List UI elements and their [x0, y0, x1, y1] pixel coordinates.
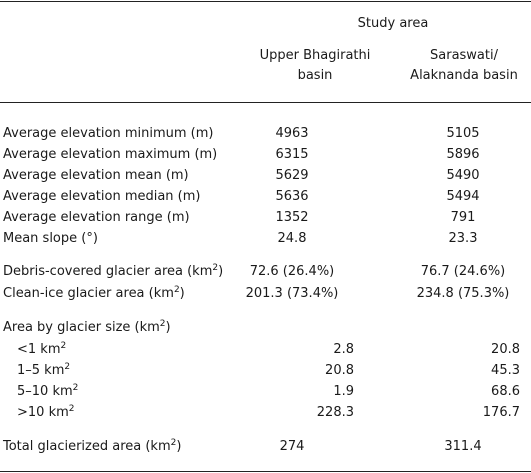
- row-label: Average elevation maximum (m): [3, 147, 218, 162]
- row-label: Average elevation median (m): [3, 189, 201, 204]
- table-row: [0, 403, 531, 423]
- value-upper-bhagirathi: 2.8: [333, 342, 354, 357]
- table-row: [0, 208, 531, 228]
- value-saraswati-alaknanda: 791: [450, 210, 476, 225]
- value-saraswati-alaknanda: 176.7: [482, 405, 520, 420]
- value-upper-bhagirathi: 6315: [275, 147, 309, 162]
- value-saraswati-alaknanda: 5105: [446, 126, 480, 141]
- study-area-header: Study area: [357, 16, 429, 31]
- value-saraswati-alaknanda: 234.8 (75.3%): [416, 286, 510, 301]
- value-upper-bhagirathi: 5636: [275, 189, 309, 204]
- value-upper-bhagirathi: 4963: [275, 126, 309, 141]
- table-row: [0, 284, 531, 304]
- value-upper-bhagirathi: 274: [279, 439, 305, 454]
- bottom-rule: [0, 471, 531, 472]
- value-upper-bhagirathi: 5629: [275, 168, 309, 183]
- section-heading-row: [0, 318, 531, 338]
- value-upper-bhagirathi: 20.8: [325, 363, 354, 378]
- table-row: [0, 340, 531, 360]
- table-row: [0, 382, 531, 402]
- table-row: [0, 262, 531, 282]
- table-row: [0, 166, 531, 186]
- table-row: [0, 187, 531, 207]
- value-saraswati-alaknanda: 5896: [446, 147, 480, 162]
- header-rule: [0, 102, 531, 103]
- table-row-total: [0, 437, 531, 457]
- value-saraswati-alaknanda: 76.7 (24.6%): [420, 264, 506, 279]
- column-header-line: Upper Bhagirathi: [259, 48, 371, 63]
- row-label: Average elevation range (m): [3, 210, 190, 225]
- row-label: 1–5 $km^2$: [17, 362, 71, 378]
- row-label: Debris-covered glacier area $(km^2)$: [3, 263, 224, 279]
- value-saraswati-alaknanda: 311.4: [444, 439, 482, 454]
- value-saraswati-alaknanda: 68.6: [491, 384, 520, 399]
- value-saraswati-alaknanda: 20.8: [491, 342, 520, 357]
- row-label: 5–10 $km^2$: [17, 383, 79, 399]
- table-row: [0, 229, 531, 249]
- row-label: <1 $km^2$: [17, 341, 67, 357]
- value-upper-bhagirathi: 1.9: [333, 384, 354, 399]
- column-header-upper-bhagirathi: [255, 46, 375, 86]
- value-saraswati-alaknanda: 5490: [446, 168, 480, 183]
- value-upper-bhagirathi: 72.6 (26.4%): [249, 264, 335, 279]
- value-saraswati-alaknanda: 5494: [446, 189, 480, 204]
- value-upper-bhagirathi: 201.3 (73.4%): [245, 286, 339, 301]
- value-saraswati-alaknanda: 45.3: [491, 363, 520, 378]
- table-row: [0, 145, 531, 165]
- row-label: >10 $km^2$: [17, 404, 75, 420]
- value-upper-bhagirathi: 24.8: [277, 231, 307, 246]
- section-heading: Area by glacier size $(km^2)$: [3, 319, 171, 335]
- column-header-line: basin: [297, 68, 333, 83]
- column-header-line: Saraswati/: [430, 48, 498, 63]
- table-row: [0, 124, 531, 144]
- value-upper-bhagirathi: 228.3: [316, 405, 354, 420]
- table-row: [0, 361, 531, 381]
- column-header-saraswati-alaknanda: [400, 46, 528, 86]
- row-label: Average elevation minimum (m): [3, 126, 214, 141]
- value-upper-bhagirathi: 1352: [275, 210, 309, 225]
- row-label: Mean slope (°): [3, 231, 98, 246]
- row-label: Clean-ice glacier area $(km^2)$: [3, 285, 185, 301]
- top-rule: [0, 1, 531, 2]
- row-label: Total glacierized area $(km^2)$: [3, 438, 182, 454]
- column-header-line: Alaknanda basin: [410, 68, 518, 83]
- value-saraswati-alaknanda: 23.3: [448, 231, 478, 246]
- row-label: Average elevation mean (m): [3, 168, 189, 183]
